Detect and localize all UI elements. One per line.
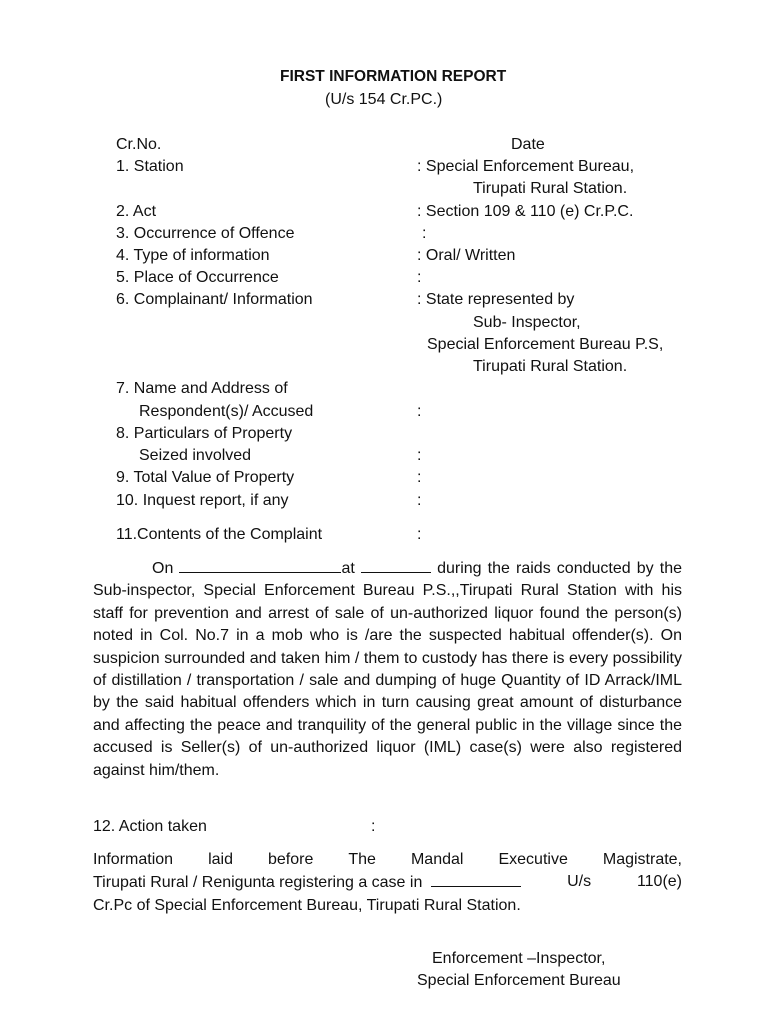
- complainant-value-line4: Tirupati Rural Station.: [473, 358, 628, 375]
- action-paragraph: [93, 849, 682, 917]
- cr-no-label: Cr.No.: [116, 136, 162, 153]
- place-value: :: [417, 269, 422, 286]
- respondent-value: :: [417, 403, 422, 420]
- action-us: U/s: [567, 873, 592, 891]
- action-word: Magistrate,: [602, 851, 682, 868]
- property-value: :: [417, 447, 422, 464]
- action-line-2: [93, 871, 682, 894]
- respondent-label: 7. Name and Address of: [116, 380, 288, 397]
- station-value: : Special Enforcement Bureau,: [417, 158, 635, 175]
- inquest-label: 10. Inquest report, if any: [116, 492, 289, 509]
- contents-value: :: [417, 526, 422, 543]
- complainant-label: 6. Complainant/ Information: [116, 291, 313, 308]
- case-number-blank-line: [431, 871, 521, 887]
- total-value-label: 9. Total Value of Property: [116, 469, 295, 486]
- act-value: : Section 109 & 110 (e) Cr.P.C.: [417, 203, 634, 220]
- date-label: Date: [511, 136, 545, 153]
- station-value-line2: Tirupati Rural Station.: [473, 180, 628, 197]
- action-line-1: [93, 849, 682, 871]
- action-word: Mandal: [410, 851, 464, 868]
- type-label: 4. Type of information: [116, 247, 270, 264]
- action-word: The: [348, 851, 376, 868]
- action-case-text: Tirupati Rural / Renigunta registering a case in: [93, 874, 423, 892]
- action-word: Executive: [498, 851, 568, 868]
- station-label: 1. Station: [116, 158, 184, 175]
- place-label: 5. Place of Occurrence: [116, 269, 279, 286]
- document-subtitle: (U/s 154 Cr.PC.): [325, 91, 443, 108]
- action-section: 110(e): [636, 873, 682, 891]
- complaint-on: On: [152, 560, 174, 577]
- action-line-2-text: [93, 871, 521, 894]
- action-word: before: [267, 851, 314, 868]
- inquest-value: :: [417, 492, 422, 509]
- signature-title: Enforcement –Inspector,: [432, 950, 606, 967]
- occurrence-label: 3. Occurrence of Offence: [116, 225, 295, 242]
- total-value-value: :: [417, 469, 422, 486]
- contents-label: 11.Contents of the Complaint: [116, 526, 323, 543]
- date-blank-line: [179, 557, 341, 573]
- complaint-paragraph: [93, 557, 682, 782]
- action-label: 12. Action taken: [93, 818, 207, 835]
- respondent-label-line2: Respondent(s)/ Accused: [139, 403, 314, 420]
- complainant-value-line2: Sub- Inspector,: [473, 314, 581, 331]
- type-value: : Oral/ Written: [417, 247, 516, 264]
- action-line-3: Cr.Pc of Special Enforcement Bureau, Tirupati Rural Station.: [93, 896, 521, 914]
- complaint-at: at: [341, 560, 355, 577]
- complainant-value-line3: Special Enforcement Bureau P.S,: [427, 336, 664, 353]
- complainant-value: : State represented by: [417, 291, 575, 308]
- signature-organization: Special Enforcement Bureau: [417, 972, 621, 989]
- time-blank-line: [361, 557, 431, 573]
- action-word: laid: [208, 851, 233, 868]
- property-label: 8. Particulars of Property: [116, 425, 293, 442]
- occurrence-value: :: [422, 225, 427, 242]
- act-label: 2. Act: [116, 203, 157, 220]
- action-colon: :: [371, 818, 376, 835]
- action-word: Information: [93, 851, 174, 868]
- document-title: FIRST INFORMATION REPORT: [280, 68, 507, 85]
- complaint-body: during the raids conducted by the Sub-inspector, Special Enforcement Bureau P.S.,,Tirupati Rural Station with his staff for prevention and arrest of sale of un-authorized liquor found the person(s) noted in Col. No.7 in a mob who is /are the suspected habitual offender(s). On suspicion surrounded and taken him / them to custody has there is every possibility of distillation / transportation / sale and dumping of huge Quantity of ID Arrack/IML by the said habitual offenders which in turn causing great amount of disturbance and affecting the peace and tranquility of the general public in the village since the accused is Seller(s) of un-authorized liquor (IML) case(s) were also registered against him/them.: [93, 560, 683, 779]
- property-label-line2: Seized involved: [139, 447, 252, 464]
